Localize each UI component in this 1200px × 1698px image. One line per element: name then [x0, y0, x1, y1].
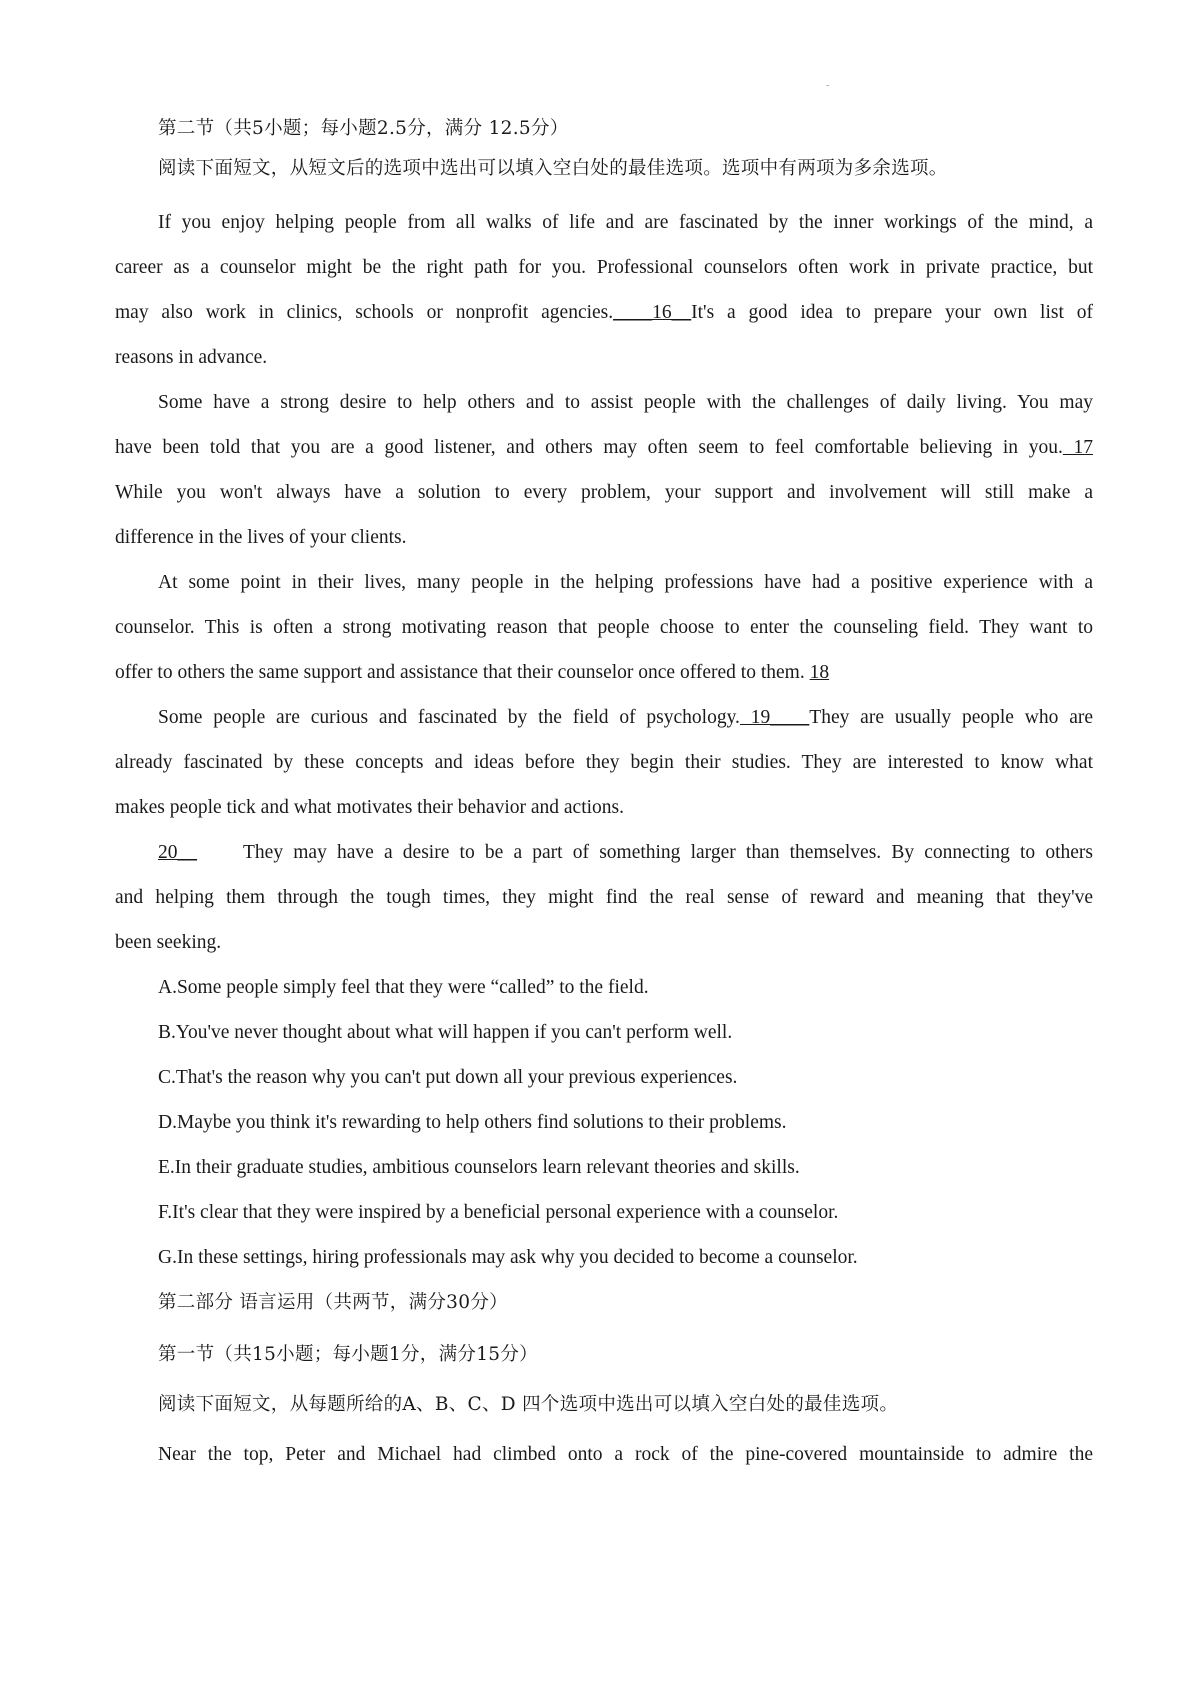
p4-line1-text-a: Some people are curious and fascinated by the field of psychology. — [158, 707, 740, 728]
option-e: E.In their graduate studies, ambitious counselors learn relevant theories and skills. — [158, 1157, 800, 1178]
blank-20 — [158, 841, 197, 865]
p1-line2: career as a counselor might be the right path for you. Professional counselors often work in private practice, but — [115, 257, 1093, 278]
p2-line2-text: have been told that you are a good listener, and others may often seem to feel comfortable believing in you. — [115, 437, 1063, 458]
section2-header: 第二节（共5小题；每小题2.5分，满分 12.5分） — [158, 118, 569, 139]
p1-line3-text-b: It's a good idea to prepare your own list of — [691, 302, 1093, 323]
p5-line1: They may have a desire to be a part of something larger than themselves. By connecting to others — [243, 842, 1093, 863]
option-a: A.Some people simply feel that they were “called” to the field. — [158, 977, 649, 998]
p5-line3: been seeking. — [115, 932, 222, 953]
p4-line1 — [158, 706, 1093, 730]
option-c: C.That's the reason why you can't put down all your previous experiences. — [158, 1067, 738, 1088]
blank-18: 18 — [809, 662, 830, 683]
scan-mark: - — [826, 80, 830, 91]
option-b: B.You've never thought about what will happen if you can't perform well. — [158, 1022, 733, 1043]
p1-line3 — [115, 301, 1093, 325]
p5-line2: and helping them through the tough times, they might find the real sense of reward and meaning that they've — [115, 887, 1093, 908]
part2-header: 第二部分 语言运用（共两节，满分30分） — [158, 1292, 508, 1313]
p2-line2 — [115, 436, 1093, 460]
p4-line3: makes people tick and what motivates their behavior and actions. — [115, 797, 625, 818]
p4-line2: already fascinated by these concepts and ideas before they begin their studies. They are interested to know what — [115, 752, 1093, 773]
p2-line4: difference in the lives of your clients. — [115, 527, 407, 548]
p1-line1: If you enjoy helping people from all walks of life and are fascinated by the inner workings of the mind, a — [158, 212, 1093, 233]
p3-line1: At some point in their lives, many people in the helping professions have had a positive experience with a — [158, 572, 1093, 593]
p2-line1: Some have a strong desire to help others and to assist people with the challenges of daily living. You may — [158, 392, 1093, 413]
blank-17: 17 — [1062, 437, 1093, 458]
p3-line3-text: offer to others the same support and assistance that their counselor once offered to them. — [115, 662, 805, 683]
option-g: G.In these settings, hiring professionals may ask why you decided to become a counselor. — [158, 1247, 858, 1268]
option-f: F.It's clear that they were inspired by a beneficial personal experience with a counselor. — [158, 1202, 839, 1223]
section2-instruction: 阅读下面短文，从短文后的选项中选出可以填入空白处的最佳选项。选项中有两项为多余选项。 — [158, 158, 948, 179]
p3-line2: counselor. This is often a strong motivating reason that people choose to enter the counseling field. They want to — [115, 617, 1093, 638]
passage2-line1: Near the top, Peter and Michael had climbed onto a rock of the pine-covered mountainside to admire the — [158, 1444, 1093, 1465]
p4-line1-text-b: They are usually people who are — [809, 707, 1093, 728]
p1-line4: reasons in advance. — [115, 347, 268, 368]
p1-line3-text-a: may also work in clinics, schools or nonprofit agencies. — [115, 302, 614, 323]
blank-19: 19____ — [739, 707, 810, 728]
part2-instruction: 阅读下面短文，从每题所给的A、B、C、D 四个选项中选出可以填入空白处的最佳选项。 — [158, 1394, 899, 1415]
blank-16: ____16__ — [613, 302, 692, 323]
part2-section1-header: 第一节（共15小题；每小题1分，满分15分） — [158, 1344, 538, 1365]
blank-20-text: 20__ — [158, 842, 197, 863]
option-d: D.Maybe you think it's rewarding to help others find solutions to their problems. — [158, 1112, 787, 1133]
p3-line3 — [115, 661, 829, 685]
p2-line3: While you won't always have a solution to every problem, your support and involvement will still make a — [115, 482, 1093, 503]
